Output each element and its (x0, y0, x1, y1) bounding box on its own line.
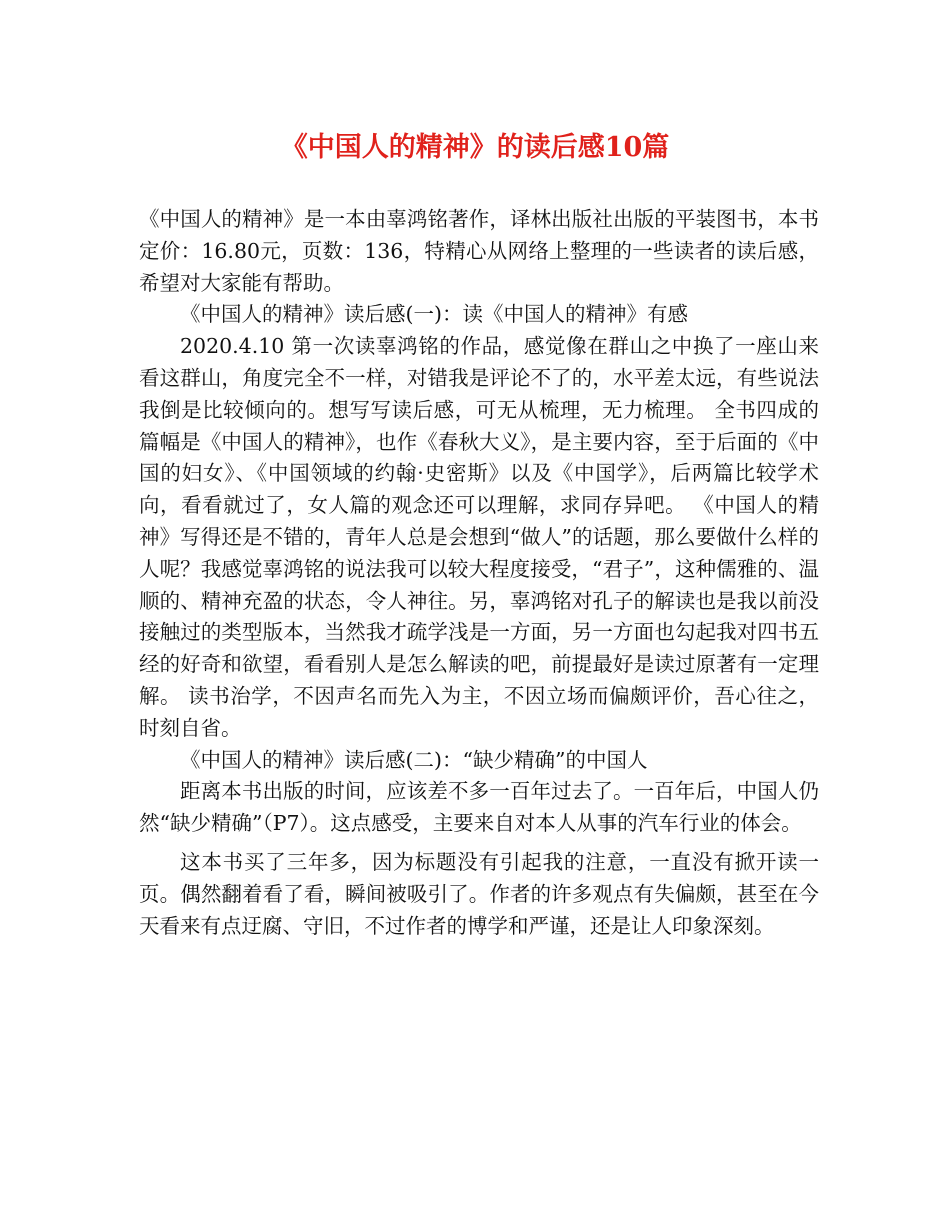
body-paragraph-3: 这本书买了三年多，因为标题没有引起我的注意，一直没有掀开读一页。偶然翻着看了看，瞬间被吸引了。作者的许多观点有失偏颇，甚至在今天看来有点迂腐、守旧，不过作者的博学和严谨，还是让人印象深刻。 (139, 849, 819, 938)
document-body (139, 204, 819, 942)
section-heading-1: 《中国人的精神》读后感(一)：读《中国人的精神》有感 (180, 302, 688, 327)
intro-paragraph: 《中国人的精神》是一本由辜鸿铭著作，译林出版社出版的平装图书，本书定价：16.80元，页数：136，特精心从网络上整理的一些读者的读后感，希望对大家能有帮助。 (139, 207, 819, 295)
document-title: 《中国人的精神》的读后感10篇 (280, 132, 670, 163)
section-heading-2: 《中国人的精神》读后感(二)：“缺少精确”的中国人 (180, 747, 648, 772)
body-paragraph-1: 2020.4.10 第一次读辜鸿铭的作品，感觉像在群山之中换了一座山来看这群山，角度完全不一样，对错我是评论不了的，水平差太远，有些说法我倒是比较倾向的。想写写读后感，可无从梳理，无力梳理。 全书四成的篇幅是《中国人的精神》，也作《春秋大义》，是主要内容，至于后面的《中国的妇女》、《中国领域的约翰·史密斯》以及《中国学》，后两篇比较学术向，看看就过了，女人篇的观念还可以理解，求同存异吧。 《中国人的精神》写得还是不错的，青年人总是会想到“做人”的话题，那么要做什么样的人呢？我感觉辜鸿铭的说法我可以较大程度接受，“君子”，这种儒雅的、温顺的、精神充盈的状态，令人神往。另，辜鸿铭对孔子的解读也是我以前没接触过的类型版本，当然我才疏学浅是一方面，另一方面也勾起我对四书五经的好奇和欲望，看看别人是怎么解读的吧，前提最好是读过原著有一定理解。 读书治学，不因声名而先入为主，不因立场而偏颇评价，吾心往之，时刻自省。 (139, 334, 819, 740)
body-paragraph-2: 距离本书出版的时间，应该差不多一百年过去了。一百年后，中国人仍然“缺少精确”（P7）。这点感受，主要来自对本人从事的汽车行业的体会。 (139, 779, 819, 836)
